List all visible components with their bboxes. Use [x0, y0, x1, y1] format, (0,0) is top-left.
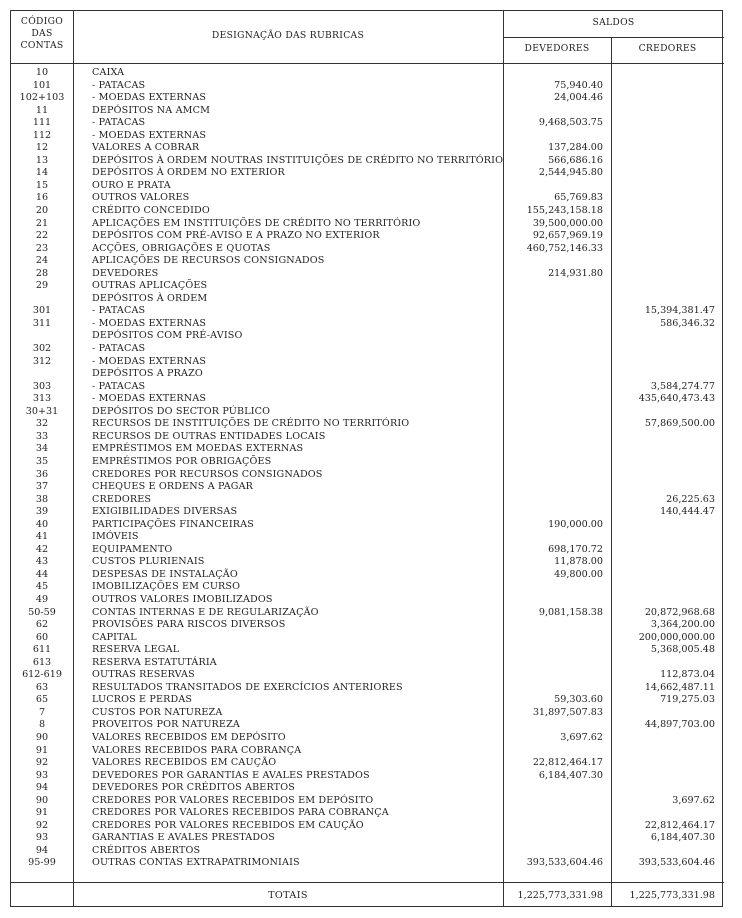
table-row: [11, 230, 724, 243]
table-row: [11, 807, 724, 820]
debit-balance: 75,940.40: [554, 79, 603, 91]
debit-balance: 24,004.46: [554, 92, 603, 104]
table-row: [11, 192, 724, 205]
totals-label: TOTAIS: [268, 890, 308, 901]
account-designation: DEPÓSITOS À ORDEM NO EXTERIOR: [92, 167, 285, 179]
table-row: [11, 556, 724, 569]
account-rows: [11, 67, 724, 870]
table-row: [11, 167, 724, 180]
account-designation: CREDORES: [92, 493, 152, 505]
account-designation: DEPÓSITOS À ORDEM: [92, 292, 208, 304]
account-designation: GARANTIAS E AVALES PRESTADOS: [92, 832, 275, 844]
table-row: [11, 745, 724, 758]
account-code: 94: [35, 782, 49, 794]
credit-balance: 140,444.47: [660, 506, 715, 518]
table-row: [11, 318, 724, 331]
account-code: 90: [35, 731, 49, 743]
credit-balance: 26,225.63: [666, 493, 715, 505]
account-designation: IMOBILIZAÇÕES EM CURSO: [92, 581, 241, 593]
debit-balance: 2,544,945.80: [538, 167, 603, 179]
table-row: [11, 406, 724, 419]
account-designation: - MOEDAS EXTERNAS: [92, 355, 207, 367]
table-row: [11, 857, 724, 870]
code-header-line: CONTAS: [20, 40, 64, 51]
credit-column-header: CREDORES: [638, 43, 697, 54]
debit-balance: 393,533,604.46: [526, 857, 603, 869]
code-header-line: DAS: [31, 28, 53, 39]
account-designation: LUCROS E PERDAS: [92, 694, 193, 706]
table-row: [11, 431, 724, 444]
account-designation: CREDORES POR RECURSOS CONSIGNADOS: [92, 468, 323, 480]
table-row: [11, 469, 724, 482]
account-designation: ACÇÕES, OBRIGAÇÕES E QUOTAS: [92, 242, 271, 254]
table-row: [11, 544, 724, 557]
account-code: 15: [35, 179, 49, 191]
table-row: [11, 845, 724, 858]
account-code: 10: [35, 67, 49, 78]
debit-balance: 65,769.83: [554, 192, 603, 204]
account-code: 29: [35, 280, 49, 292]
account-designation: RESERVA ESTATUTÁRIA: [92, 656, 217, 668]
totals-debit: 1,225,773,331.98: [517, 890, 603, 901]
account-code: 28: [35, 267, 49, 279]
account-code: 8: [38, 719, 46, 731]
account-code: 41: [35, 531, 49, 543]
table-row: [11, 531, 724, 544]
debit-balance: 190,000.00: [548, 518, 603, 530]
table-row: [11, 105, 724, 118]
account-designation: DESPESAS DE INSTALAÇÃO: [92, 568, 238, 580]
code-header-line: CÓDIGO: [20, 16, 64, 27]
table-row: [11, 67, 724, 80]
account-designation: OUTROS VALORES: [92, 192, 190, 204]
account-code: 93: [35, 769, 49, 781]
table-row: [11, 757, 724, 770]
debit-balance: 6,184,407.30: [538, 769, 603, 781]
account-designation: OUTRAS RESERVAS: [92, 669, 195, 681]
account-designation: CREDORES POR VALORES RECEBIDOS PARA COBRANÇA: [92, 807, 389, 819]
table-row: [11, 255, 724, 268]
credit-balance: 20,872,968.68: [644, 606, 715, 618]
debit-balance: 59,303.60: [554, 694, 603, 706]
account-designation: CAIXA: [92, 67, 125, 78]
account-designation: DEPÓSITOS NA AMCM: [92, 104, 211, 116]
account-code: 30+31: [25, 405, 59, 417]
account-code: 35: [35, 455, 49, 467]
account-code: 50-59: [28, 606, 56, 618]
account-designation: CUSTOS POR NATUREZA: [92, 706, 223, 718]
account-code: 38: [35, 493, 49, 505]
table-row: [11, 456, 724, 469]
account-code: 111: [32, 117, 52, 129]
debit-balance: 214,931.80: [548, 267, 603, 279]
account-code: 611: [32, 644, 52, 656]
account-designation: CAPITAL: [92, 631, 137, 643]
table-row: [11, 443, 724, 456]
table-row: [11, 305, 724, 318]
account-designation: CUSTOS PLURIENAIS: [92, 556, 205, 568]
account-designation: - PATACAS: [92, 117, 146, 129]
account-designation: OUTRAS CONTAS EXTRAPATRIMONIAIS: [92, 857, 300, 869]
debit-balance: 9,468,503.75: [538, 117, 603, 129]
account-code: 301: [32, 305, 52, 317]
account-designation: - MOEDAS EXTERNAS: [92, 92, 207, 104]
credit-balance: 22,812,464.17: [644, 819, 715, 831]
account-code: 95-99: [28, 857, 56, 869]
account-code: 16: [35, 192, 49, 204]
account-code: 36: [35, 468, 49, 480]
account-code: 65: [35, 694, 49, 706]
debit-balance: 9,081,158.38: [538, 606, 603, 618]
table-row: [11, 669, 724, 682]
account-code: 39: [35, 506, 49, 518]
account-code: 32: [35, 418, 49, 430]
credit-balance: 719,275.03: [660, 694, 715, 706]
credit-balance: 112,873.04: [660, 669, 715, 681]
account-code: 34: [35, 443, 49, 455]
table-row: [11, 594, 724, 607]
account-designation: RESULTADOS TRANSITADOS DE EXERCÍCIOS ANTERIORES: [92, 681, 403, 693]
account-code: 43: [35, 556, 49, 568]
table-row: [11, 632, 724, 645]
account-designation: PROVEITOS POR NATUREZA: [92, 719, 240, 731]
table-row: [11, 92, 724, 105]
debit-column-header: DEVEDORES: [524, 43, 590, 54]
table-row: [11, 117, 724, 130]
account-code: 102+103: [19, 92, 65, 104]
table-row: [11, 607, 724, 620]
saldos-divider: [503, 37, 724, 38]
debit-balance: 39,500,000.00: [532, 217, 603, 229]
credit-balance: 200,000,000.00: [638, 631, 715, 643]
credit-balance: 15,394,381.47: [644, 305, 715, 317]
table-row: [11, 393, 724, 406]
account-code: 12: [35, 142, 49, 154]
account-code: 11: [35, 104, 49, 116]
table-row: [11, 293, 724, 306]
account-designation: - PATACAS: [92, 343, 146, 355]
account-code: 21: [35, 217, 49, 229]
account-code: 13: [35, 154, 49, 166]
debit-balance: 31,897,507.83: [532, 706, 603, 718]
balances-header: SALDOS: [592, 17, 635, 28]
debit-balance: 11,878.00: [554, 556, 603, 568]
account-code: 311: [32, 317, 52, 329]
credit-balance: 586,346.32: [660, 317, 715, 329]
account-code: 302: [32, 343, 52, 355]
account-code: 90: [35, 794, 49, 806]
table-row: [11, 657, 724, 670]
account-code: 40: [35, 518, 49, 530]
table-row: [11, 782, 724, 795]
account-code: 20: [35, 205, 49, 217]
account-code: 312: [32, 355, 52, 367]
debit-balance: 698,170.72: [548, 543, 603, 555]
table-row: [11, 820, 724, 833]
account-code: 92: [35, 819, 49, 831]
table-row: [11, 581, 724, 594]
account-code: 33: [35, 430, 49, 442]
table-row: [11, 770, 724, 783]
account-designation: DEVEDORES POR GARANTIAS E AVALES PRESTADOS: [92, 769, 370, 781]
totals-credit: 1,225,773,331.98: [629, 890, 715, 901]
account-code: 45: [35, 581, 49, 593]
account-designation: CREDORES POR VALORES RECEBIDOS EM DEPÓSITO: [92, 794, 374, 806]
table-row: [11, 180, 724, 193]
table-row: [11, 481, 724, 494]
table-row: [11, 280, 724, 293]
table-row: [11, 130, 724, 143]
table-row: [11, 506, 724, 519]
account-code: 60: [35, 631, 49, 643]
account-code: 24: [35, 255, 49, 267]
account-designation: DEPÓSITOS A PRAZO: [92, 368, 203, 380]
credit-balance: 44,897,703.00: [644, 719, 715, 731]
account-designation: RECURSOS DE OUTRAS ENTIDADES LOCAIS: [92, 430, 326, 442]
debit-balance: 49,800.00: [554, 568, 603, 580]
table-row: [11, 368, 724, 381]
account-designation: - MOEDAS EXTERNAS: [92, 317, 207, 329]
account-code: 91: [35, 807, 49, 819]
credit-balance: 14,662,487.11: [644, 681, 715, 693]
account-designation: - MOEDAS EXTERNAS: [92, 393, 207, 405]
table-row: [11, 494, 724, 507]
account-code: 612-619: [22, 669, 62, 681]
account-code: 112: [32, 129, 52, 141]
table-row: [11, 795, 724, 808]
header-divider: [11, 63, 724, 64]
account-designation: OUTROS VALORES IMOBILIZADOS: [92, 593, 273, 605]
account-code: 7: [38, 706, 46, 718]
account-code: 49: [35, 593, 49, 605]
account-designation: IMÓVEIS: [92, 531, 139, 543]
account-designation: OURO E PRATA: [92, 179, 171, 191]
account-designation: VALORES RECEBIDOS EM DEPÓSITO: [92, 731, 286, 743]
account-designation: - PATACAS: [92, 380, 146, 392]
table-row: [11, 218, 724, 231]
debit-balance: 3,697.62: [560, 731, 603, 743]
account-designation: CREDORES POR VALORES RECEBIDOS EM CAUÇÃO: [92, 819, 364, 831]
account-code: 91: [35, 744, 49, 756]
account-designation: DEPÓSITOS COM PRÉ-AVISO: [92, 330, 243, 342]
account-code: 101: [32, 79, 52, 91]
table-row: [11, 381, 724, 394]
account-designation: EQUIPAMENTO: [92, 543, 173, 555]
designation-column-header: DESIGNAÇÃO DAS RUBRICAS: [211, 30, 365, 41]
account-code: 62: [35, 619, 49, 631]
account-code: 303: [32, 380, 52, 392]
account-designation: EMPRÉSTIMOS POR OBRIGAÇÕES: [92, 455, 272, 467]
account-designation: EXIGIBILIDADES DIVERSAS: [92, 506, 238, 518]
account-designation: APLICAÇÕES EM INSTITUIÇÕES DE CRÉDITO NO TERRITÓRIO: [92, 217, 421, 229]
table-row: [11, 356, 724, 369]
account-designation: DEVEDORES POR CRÉDITOS ABERTOS: [92, 782, 295, 794]
debit-balance: 22,812,464.17: [532, 757, 603, 769]
account-code: 22: [35, 230, 49, 242]
totals-row: [11, 883, 724, 908]
account-code: 37: [35, 481, 49, 493]
account-code: 63: [35, 681, 49, 693]
account-designation: CHEQUES E ORDENS A PAGAR: [92, 481, 254, 493]
account-code: 23: [35, 242, 49, 254]
account-code: 14: [35, 167, 49, 179]
table-row: [11, 243, 724, 256]
table-row: [11, 694, 724, 707]
table-row: [11, 832, 724, 845]
debit-balance: 155,243,158.18: [526, 205, 603, 217]
credit-balance: 3,364,200.00: [650, 619, 715, 631]
credit-balance: 5,368,005.48: [650, 644, 715, 656]
credit-balance: 3,697.62: [672, 794, 715, 806]
account-designation: - PATACAS: [92, 79, 146, 91]
account-designation: CONTAS INTERNAS E DE REGULARIZAÇÃO: [92, 606, 319, 618]
code-column-header: [11, 16, 73, 52]
account-designation: CRÉDITO CONCEDIDO: [92, 205, 210, 217]
table-row: [11, 418, 724, 431]
account-designation: PROVISÕES PARA RISCOS DIVERSOS: [92, 619, 286, 631]
credit-balance: 435,640,473.43: [638, 393, 715, 405]
account-designation: APLICAÇÕES DE RECURSOS CONSIGNADOS: [92, 255, 325, 267]
account-designation: OUTRAS APLICAÇÕES: [92, 280, 208, 292]
table-row: [11, 732, 724, 745]
account-designation: EMPRÉSTIMOS EM MOEDAS EXTERNAS: [92, 443, 304, 455]
table-row: [11, 80, 724, 93]
account-designation: DEPÓSITOS COM PRÉ-AVISO E A PRAZO NO EXTERIOR: [92, 230, 380, 242]
table-row: [11, 205, 724, 218]
debit-balance: 460,752,146.33: [526, 242, 603, 254]
account-designation: DEPÓSITOS DO SECTOR PÚBLICO: [92, 405, 271, 417]
table-row: [11, 142, 724, 155]
account-designation: - MOEDAS EXTERNAS: [92, 129, 207, 141]
table-row: [11, 682, 724, 695]
table-row: [11, 330, 724, 343]
account-designation: RECURSOS DE INSTITUIÇÕES DE CRÉDITO NO TERRITÓRIO: [92, 418, 410, 430]
account-code: 42: [35, 543, 49, 555]
account-designation: RESERVA LEGAL: [92, 644, 180, 656]
credit-balance: 57,869,500.00: [644, 418, 715, 430]
debit-balance: 137,284.00: [548, 142, 603, 154]
table-row: [11, 519, 724, 532]
account-code: 94: [35, 844, 49, 856]
account-code: 313: [32, 393, 52, 405]
account-designation: VALORES A COBRAR: [92, 142, 200, 154]
table-row: [11, 268, 724, 281]
debit-balance: 92,657,969.19: [532, 230, 603, 242]
account-designation: DEVEDORES: [92, 267, 159, 279]
account-code: 44: [35, 568, 49, 580]
account-code: 93: [35, 832, 49, 844]
credit-balance: 393,533,604.46: [638, 857, 715, 869]
account-code: 92: [35, 757, 49, 769]
credit-balance: 6,184,407.30: [650, 832, 715, 844]
table-row: [11, 644, 724, 657]
account-designation: PARTICIPAÇÕES FINANCEIRAS: [92, 518, 254, 530]
table-row: [11, 619, 724, 632]
table-row: [11, 569, 724, 582]
account-code: 613: [32, 656, 52, 668]
account-designation: VALORES RECEBIDOS EM CAUÇÃO: [92, 757, 277, 769]
table-row: [11, 707, 724, 720]
credit-balance: 3,584,274.77: [650, 380, 715, 392]
debit-balance: 566,686.16: [548, 154, 603, 166]
table-row: [11, 155, 724, 168]
account-designation: CRÉDITOS ABERTOS: [92, 844, 201, 856]
account-designation: VALORES RECEBIDOS PARA COBRANÇA: [92, 744, 302, 756]
account-designation: - PATACAS: [92, 305, 146, 317]
table-row: [11, 719, 724, 732]
balance-sheet-table: [10, 10, 723, 907]
table-row: [11, 343, 724, 356]
account-designation: DEPÓSITOS À ORDEM NOUTRAS INSTITUIÇÕES DE CRÉDITO NO TERRITÓRIO: [92, 154, 504, 166]
